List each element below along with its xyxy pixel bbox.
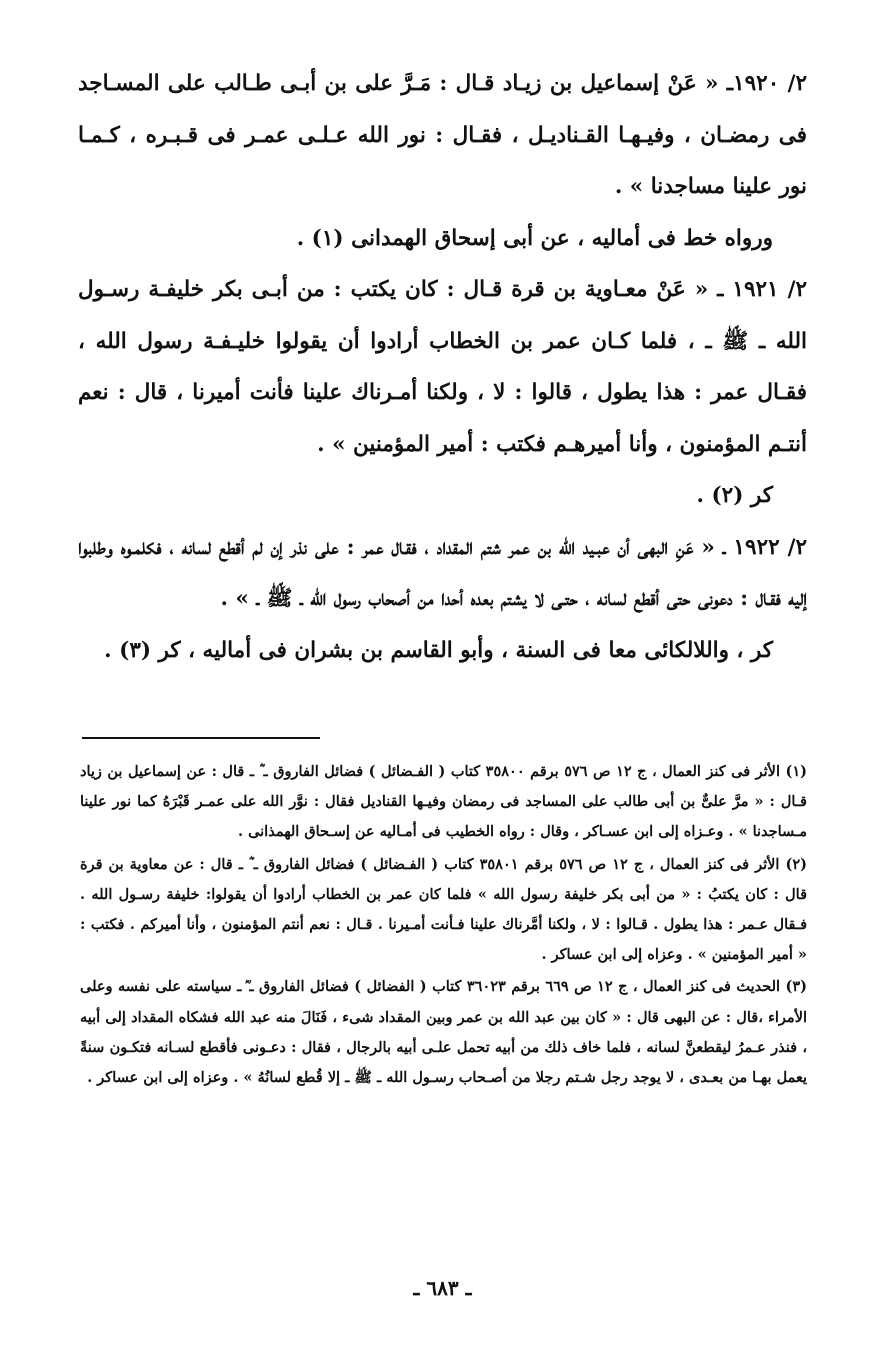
footnotes	[80, 757, 807, 1095]
footnote-2: (٢) الأثر فى كنز العمال ، ج ١٢ ص ٥٧٦ برقم ٣٥٨٠١ كتاب ( الفـضائل ) فضائل الفاروق ـ ؓ ـ قال : عن معاوية بن قرة قال : كان يكتبُ : « من أبى بكر خليفة رسول الله » فلما كان عمر بن الخطاب أرادوا أن يقولوا: خليفة رسـول الله . فـقال عـمر : هذا يطول . قـالوا : لا ، ولكنا أمَّرناك علينا فـأنت أمـيرنا . قـال : نعم أنتم المؤمنون ، وأنا أميركم . فكتب : « أمير المؤمنين » . وعزاه إلى ابن عساكر .	[80, 855, 807, 964]
source-1922: كر ، واللالكائى معا فى السنة ، وأبو القاسم بن بشران فى أماليه ، كر (٣) .	[104, 637, 773, 663]
footnote-divider	[82, 737, 320, 739]
footnote-3: (٣) الحديث فى كنز العمال ، ج ١٢ ص ٦٦٩ برقم ٣٦٠٢٣ كتاب ( الفضائل ) فضائل الفاروق ـ ؓ ـ سياسته على نفسه وعلى الأمراء ،قال : عن البهى قال : « كان بين عبد الله بن عمر وبين المقداد شىء ، فَنَالَ منه عبد الله فشكاه المقداد إلى أبيه ، فنذر عـمرُ ليقطعنَّ لسانه ، فلما خاف ذلك من أبيه تحمل علـى أبيه بالرجال ، فقال : دعـونى فأقطع لسـانه فتكـون سنةً يعمل بهـا من بعـدى ، لا يوجد رجل شـتم رجلا من أصـحاب رسـول الله ـ ﷺ ـ إلا قُطع لسانُهُ » . وعزاه إلى ابن عساكر .	[80, 978, 807, 1087]
hadith-1922: ٢/ ١٩٢٢ ـ « عَنِ البهى أن عبـيد الله بن عمر شتم المقداد ، فقـال عمر : على نذر إن لم أقطع لسانه ، فكلمـوه وطلبوا إليه فقـال : دعونى حتى أقطع لسانه ، حتـى لا يشتم بعده أحدا من أصحاب رسول الله ـ ﷺ ـ » .	[78, 534, 807, 611]
footnote-1: (١) الأثر فى كنز العمال ، ج ١٢ ص ٥٧٦ برقم ٣٥٨٠٠ كتاب ( الفـضائل ) فضائل الفاروق ـ ؓ ـ قال : عن إسماعيل بن زياد قـال : « مرَّ علىٌّ بن أبى طالب على المساجد فى رمضان وفيـها القناديل فقال : نوَّر الله على عمـر قَبْرَهُ كما نور علينا مـساجدنا » . وعـزاه إلى ابن عسـاكر ، وقال : رواه الخطيب فى أمـاليه عن إسـحاق الهمذانى .	[80, 763, 807, 841]
source-1920: ورواه خط فى أماليه ، عن أبى إسحاق الهمدانى (١) .	[296, 225, 773, 251]
source-1921: كر (٢) .	[696, 483, 773, 508]
page-number: ـ ٦٨٣ ـ	[413, 1276, 472, 1300]
main-text	[78, 58, 807, 676]
hadith-1920: ٢/ ١٩٢٠ـ « عَنْ إسماعيل بن زيـاد قـال : مَـرَّ على بن أبـى طـالب على المسـاجد فى رمضـان ، وفيـهـا القـناديـل ، فقـال : نور الله عـلـى عمـر فى قـبـره ، كـمـا نور علينا مساجدنا » .	[78, 71, 807, 199]
hadith-1921: ٢/ ١٩٢١ ـ « عَنْ معـاوية بن قرة قـال : كان يكتب : من أبـى بكر خليفـة رسـول الله ـ ﷺ ـ ، فلما كـان عمر بن الخطاب أرادوا أن يقولوا خليـفـة رسول الله ، فقـال عمر : هذا يطول ، قالوا : لا ، ولكنا أمـرناك علينا فأنت أميرنا ، قال : نعم أنتـم المؤمنون ، وأنا أميرهـم فكتب : أمير المؤمنين » .	[78, 277, 807, 457]
